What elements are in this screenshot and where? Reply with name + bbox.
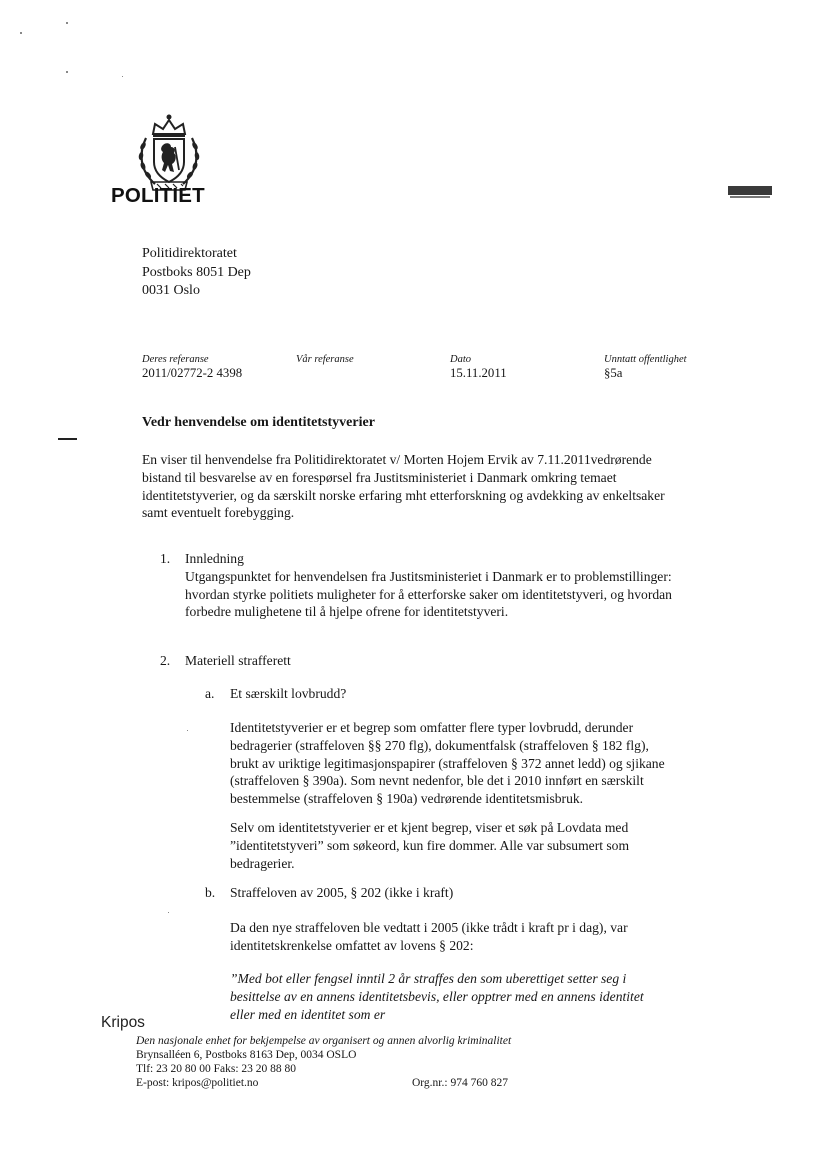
recipient-line: 0031 Oslo xyxy=(142,283,200,298)
dato-label: Dato xyxy=(450,354,471,365)
subsection-a-paragraph: Selv om identitetstyverier er et kjent begrep, viser et søk på Lovdata med ”identitetstyveri” som søkeord, kun fire dommer. Alle var subsumert som bedragerier. xyxy=(230,820,630,871)
subject-heading: Vedr henvendelse om identitetstyverier xyxy=(142,415,375,430)
section-number: 1. xyxy=(160,551,171,566)
law-quote: ”Med bot eller fengsel inntil 2 år straffes den som uberettiget setter seg i besittelse av en annens identitetsbevis, eller opptrer med en annens identitet eller med en identitet som er xyxy=(230,971,644,1022)
subsection-letter: b. xyxy=(205,885,216,900)
var-ref-label: Vår referanse xyxy=(296,354,354,365)
footer-email: E-post: kripos@politiet.no xyxy=(136,1077,259,1089)
scan-speck xyxy=(122,76,123,77)
unntatt-value: §5a xyxy=(604,366,623,380)
police-crest-icon xyxy=(133,112,205,194)
scan-speck xyxy=(20,32,22,34)
reference-deres xyxy=(142,353,242,381)
redaction-mark xyxy=(730,196,770,198)
section-title: Materiell strafferett xyxy=(185,653,291,668)
subsection-a xyxy=(205,685,346,703)
scan-speck xyxy=(66,71,68,73)
reference-unntatt xyxy=(604,353,687,381)
dato-value: 15.11.2011 xyxy=(450,366,507,380)
footer-tagline: Den nasjonale enhet for bekjempelse av organisert og annen alvorlig kriminalitet xyxy=(136,1035,512,1047)
scan-speck xyxy=(168,912,169,913)
recipient-address xyxy=(142,245,251,301)
subsection-b-paragraph: Da den nye straffeloven ble vedtatt i 2005 (ikke trådt i kraft pr i dag), var identitetskrenkelse omfattet av lovens § 202: xyxy=(230,920,628,953)
politiet-logo-text: POLITIET xyxy=(111,184,205,207)
subsection-title: Et særskilt lovbrudd? xyxy=(230,686,347,701)
subsection-a-paragraph: Identitetstyverier er et begrep som omfatter flere typer lovbrudd, derunder bedragerier (straffeloven §§ 270 flg), dokumentfalsk (straffeloven § 182 flg), brukt av uriktige legitimasjonspapirer (straffeloven § 372 annet ledd) og sjikane (straffeloven § 390a). Som nevnt nedenfor, ble det i 2010 innført en særskilt bestemmelse (straffeloven § 190a) vedrørende identitetsmisbruk. xyxy=(230,720,665,807)
footer-address: Brynsalléen 6, Postboks 8163 Dep, 0034 OSLO xyxy=(136,1049,357,1061)
margin-mark xyxy=(58,438,77,440)
section-1 xyxy=(160,550,690,621)
footer-org-name: Kripos xyxy=(101,1014,145,1031)
footer-orgnr: Org.nr.: 974 760 827 xyxy=(412,1077,508,1089)
reference-var xyxy=(296,353,354,366)
footer-phone: Tlf: 23 20 80 00 Faks: 23 20 88 80 xyxy=(136,1063,297,1075)
recipient-line: Politidirektoratet xyxy=(142,246,237,261)
section-2 xyxy=(160,652,291,670)
subsection-letter: a. xyxy=(205,686,215,701)
scan-speck xyxy=(66,22,68,24)
section-title: Innledning xyxy=(185,551,244,566)
redaction-mark xyxy=(728,186,772,195)
subsection-b xyxy=(205,884,453,902)
deres-ref-value: 2011/02772-2 4398 xyxy=(142,366,243,380)
unntatt-label: Unntatt offentlighet xyxy=(604,354,687,365)
reference-dato xyxy=(450,353,507,381)
deres-ref-label: Deres referanse xyxy=(142,354,209,365)
section-number: 2. xyxy=(160,653,171,668)
subsection-title: Straffeloven av 2005, § 202 (ikke i kraft) xyxy=(230,885,454,900)
recipient-line: Postboks 8051 Dep xyxy=(142,264,251,280)
intro-paragraph: En viser til henvendelse fra Politidirektoratet v/ Morten Hojem Ervik av 7.11.2011vedrørende bistand til besvarelse av en forespørsel fra Justitsministeriet i Danmark omkring temaet identitetstyverier, og da særskilt norske erfaring mht etterforskning og avdekking av enkeltsaker samt eventuelt forebygging. xyxy=(142,452,665,521)
section-body: Utgangspunktet for henvendelsen fra Justitsministeriet i Danmark er to problemstillinger: hvordan styrke politiets muligheter for å etterforske saker om identitetstyveri, og hvordan forbedre mulighetene til å hjelpe ofrene for identitetstyveri. xyxy=(185,568,672,620)
scan-speck xyxy=(187,730,188,731)
